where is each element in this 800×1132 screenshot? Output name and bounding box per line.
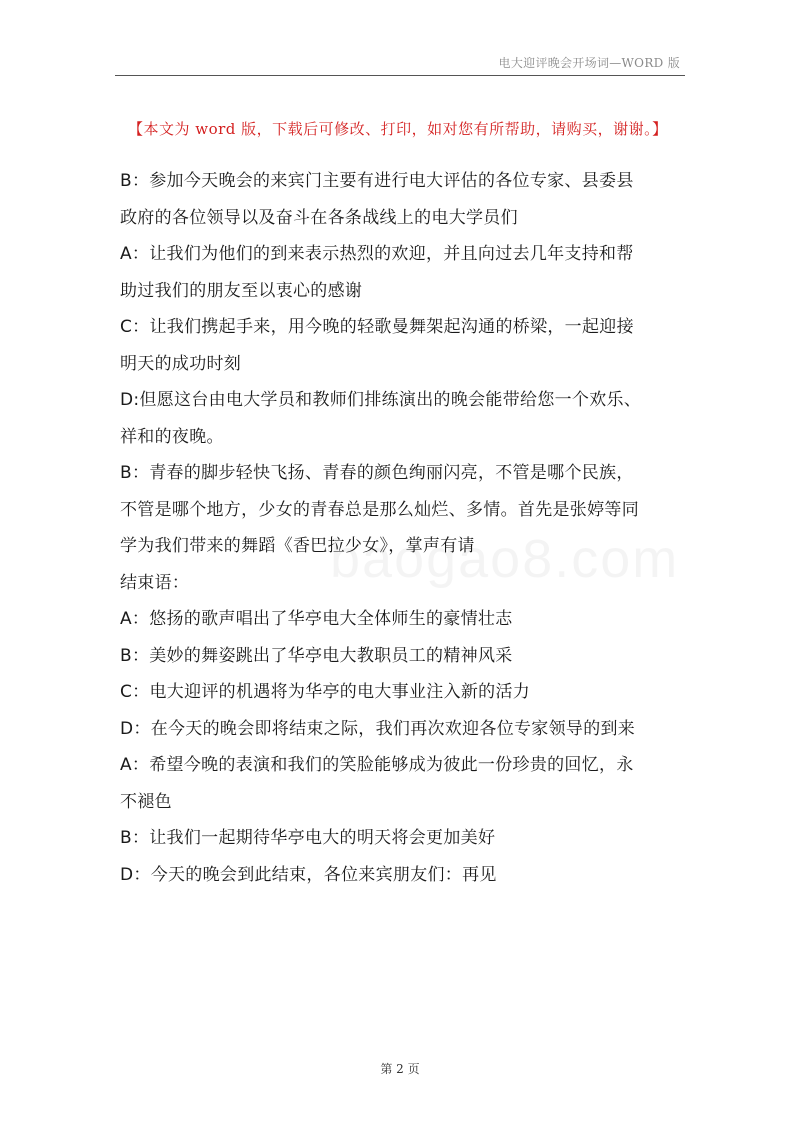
text-line: C：让我们携起手来，用今晚的轻歌曼舞架起沟通的桥梁，一起迎接 (120, 317, 634, 337)
text-line: B：青春的脚步轻快飞扬、青春的颜色绚丽闪亮，不管是哪个民族， (120, 463, 634, 483)
text-line: 不褪色 (120, 791, 172, 812)
text-line: C：电大迎评的机遇将为华亭的电大事业注入新的活力 (120, 682, 531, 702)
text-line: B：美妙的舞姿跳出了华亭电大教职员工的精神风采 (120, 645, 513, 666)
text-line: D:但愿这台由电大学员和教师们排练演出的晚会能带给您一个欢乐、 (120, 390, 642, 410)
running-header: 电大迎评晚会开场词—WORD 版 (498, 56, 680, 70)
text-line: D：今天的晚会到此结束，各位来宾朋友们：再见 (120, 864, 497, 885)
text-line: A：让我们为他们的到来表示热烈的欢迎，并且向过去几年支持和帮 (120, 244, 634, 264)
text-line: A：悠扬的歌声唱出了华亭电大全体师生的豪情壮志 (120, 609, 513, 629)
header-divider (115, 75, 685, 76)
page-number: 第 2 页 (380, 1062, 420, 1076)
text-line: A：希望今晚的表演和我们的笑脸能够成为彼此一份珍贵的回忆，永 (120, 755, 634, 775)
text-line: 不管是哪个地方，少女的青春总是那么灿烂、多情。首先是张婷等同 (120, 499, 639, 520)
text-line: B：参加今天晚会的来宾门主要有进行电大评估的各位专家、县委县 (120, 171, 634, 191)
text-line: 学为我们带来的舞蹈《香巴拉少女》，掌声有请 (120, 536, 475, 556)
text-line: 明天的成功时刻 (120, 353, 242, 374)
text-line: B：让我们一起期待华亭电大的明天将会更加美好 (120, 828, 496, 848)
download-notice: 【本文为 word 版，下载后可修改、打印，如对您有所帮助，请购买，谢谢。】 (128, 120, 668, 138)
section-heading: 结束语： (120, 572, 190, 593)
text-line: 助过我们的朋友至以衷心的感谢 (120, 280, 363, 301)
text-line: D：在今天的晚会即将结束之际，我们再次欢迎各位专家领导的到来 (120, 718, 636, 739)
text-line: 祥和的夜晚。 (120, 426, 224, 447)
document-body (120, 163, 690, 893)
text-line: 政府的各位领导以及奋斗在各条战线上的电大学员们 (120, 207, 518, 228)
